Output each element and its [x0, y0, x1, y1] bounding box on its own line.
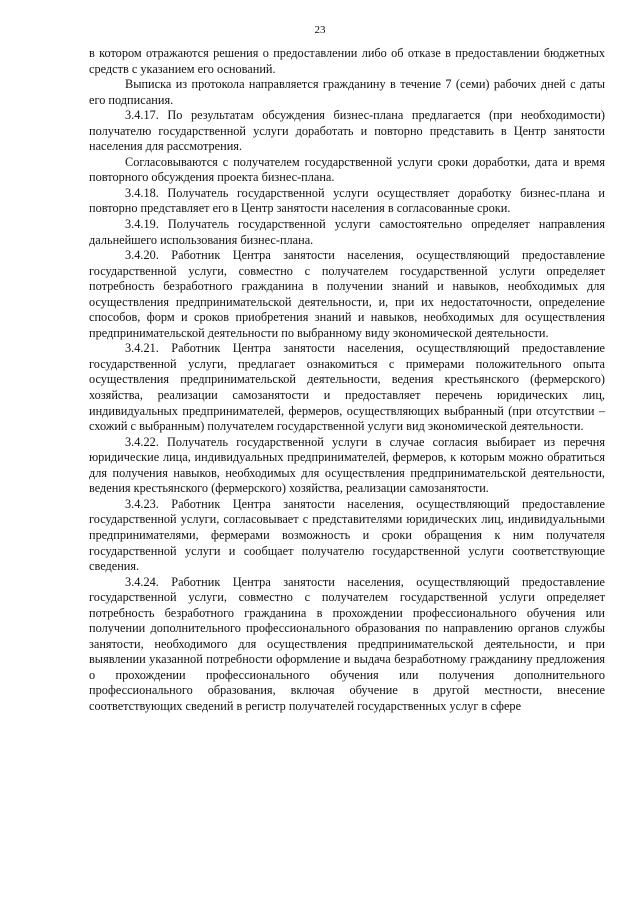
paragraph-3-4-18: 3.4.18. Получатель государственной услуги осуществляет доработку бизнес-плана и повторно представляет его в Центр занятости населения в согласованные сроки. — [89, 185, 605, 216]
paragraph-3-4-17: 3.4.17. По результатам обсуждения бизнес-плана предлагается (при необходимости) получателю государственной услуги доработать и повторно представить в Центр занятости населения для рассмотрения. — [89, 108, 605, 154]
paragraph-3-4-19: 3.4.19. Получатель государственной услуги самостоятельно определяет направления дальнейшего использования бизнес-плана. — [89, 217, 605, 247]
paragraph-3-4-21: 3.4.21. Работник Центра занятости населения, осуществляющий предоставление государственной услуги, предлагает ознакомиться с примерами положительного опыта осуществления предпринимательской деятельности, ведения крестьянского (фермерского) хозяйства, реализации самозанятости и предоставляет перечень юридических лиц, индивидуальных предпринимателей, фермеров, осуществляющих выбранный (при отсутствии – схожий с выбранным) получателем государственной услуги вид экономической деятельности. — [89, 341, 605, 434]
paragraph-continuation: в котором отражаются решения о предоставлении либо об отказе в предоставлении бюджетных средств с указанием его оснований. — [89, 46, 605, 76]
page-number: 23 — [314, 24, 326, 36]
paragraph-revision-terms: Согласовываются с получателем государственной услуги сроки доработки, дата и время повторного обсуждения проекта бизнес-плана. — [89, 154, 605, 185]
paragraph-3-4-20: 3.4.20. Работник Центра занятости населения, осуществляющий предоставление государственной услуги, совместно с получателем государственной услуги определяет потребность безработного гражданина в получении знаний и навыков, необходимых для осуществления предпринимательской деятельности, и, при их недостаточности, определение способов, форм и сроков приобретения знаний и навыков, необходимых для осуществления предпринимательской деятельности по выбранному виду экономической деятельности. — [89, 248, 605, 340]
paragraph-3-4-23: 3.4.23. Работник Центра занятости населения, осуществляющий предоставление государственной услуги, согласовывает с представителями юридических лиц, индивидуальными предпринимателями, фермерами возможность и сроки обращения к ним получателя государственной услуги и сообщает получателю государственной услуги соответствующие сведения. — [89, 496, 605, 574]
paragraph-3-4-24: 3.4.24. Работник Центра занятости населения, осуществляющий предоставление государственной услуги, совместно с получателем государственной услуги определяет потребность безработного гражданина в прохождении профессионального обучения или получении дополнительного профессионального образования по направлению органов службы занятости, необходимого для осуществления предпринимательской деятельности, и при выявлении указанной потребности оформление и выдача безработному гражданину предложения о прохождении профессионального обучения или получения дополнительного профессионального образования, включая обучение в другой местности, внесение соответствующих сведений в регистр получателей государственных услуг в сфере — [89, 574, 605, 713]
document-body — [89, 46, 605, 715]
paragraph-3-4-22: 3.4.22. Получатель государственной услуги в случае согласия выбирает из перечня юридические лица, индивидуальных предпринимателей, фермеров, к которым можно обратиться для получения навыков, необходимых для осуществления предпринимательской деятельности, ведения крестьянского (фермерского) хозяйства, реализации самозанятости. — [89, 434, 605, 496]
paragraph-protocol-extract: Выписка из протокола направляется гражданину в течение 7 (семи) рабочих дней с даты его подписания. — [89, 77, 605, 107]
